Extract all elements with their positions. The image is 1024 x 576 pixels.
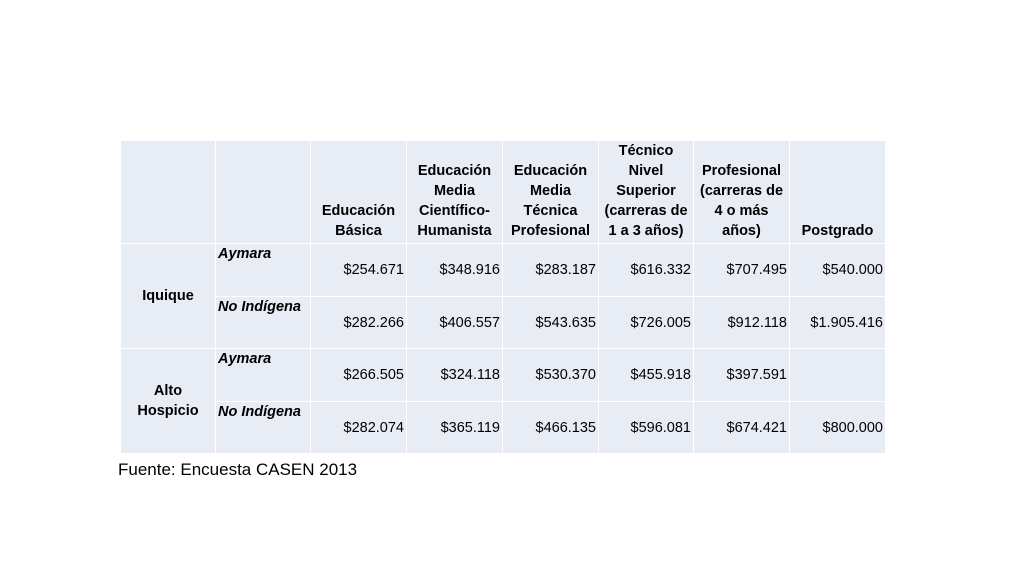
source-caption: Fuente: Encuesta CASEN 2013 xyxy=(118,460,358,479)
header-profesional: Profesional (carreras de 4 o más años) xyxy=(694,141,790,244)
header-empty-location xyxy=(121,141,216,244)
table-row xyxy=(121,349,886,402)
value-cell: $1.905.416 xyxy=(790,297,886,349)
header-educacion-media-tp: Educación Media Técnica Profesional xyxy=(503,141,599,244)
value-cell: $254.671 xyxy=(311,244,407,297)
value-cell: $707.495 xyxy=(694,244,790,297)
header-empty-group xyxy=(216,141,311,244)
table-row xyxy=(121,402,886,454)
value-cell: $324.118 xyxy=(407,349,503,402)
value-cell: $530.370 xyxy=(503,349,599,402)
location-cell: Alto Hospicio xyxy=(121,349,216,454)
value-cell: $596.081 xyxy=(599,402,694,454)
header-educacion-basica: Educación Básica xyxy=(311,141,407,244)
value-cell: $455.918 xyxy=(599,349,694,402)
value-cell xyxy=(790,349,886,402)
value-cell: $348.916 xyxy=(407,244,503,297)
value-cell: $282.266 xyxy=(311,297,407,349)
value-cell: $800.000 xyxy=(790,402,886,454)
value-cell: $282.074 xyxy=(311,402,407,454)
table-row xyxy=(121,297,886,349)
value-cell: $674.421 xyxy=(694,402,790,454)
value-cell: $540.000 xyxy=(790,244,886,297)
location-cell: Iquique xyxy=(121,244,216,349)
value-cell: $283.187 xyxy=(503,244,599,297)
value-cell: $912.118 xyxy=(694,297,790,349)
header-row xyxy=(121,141,886,244)
value-cell: $466.135 xyxy=(503,402,599,454)
group-cell: No Indígena xyxy=(216,402,311,454)
income-table-container xyxy=(120,140,885,446)
income-table xyxy=(120,140,886,454)
table-row xyxy=(121,244,886,297)
group-cell: No Indígena xyxy=(216,297,311,349)
value-cell: $406.557 xyxy=(407,297,503,349)
group-cell: Aymara xyxy=(216,244,311,297)
value-cell: $726.005 xyxy=(599,297,694,349)
value-cell: $397.591 xyxy=(694,349,790,402)
header-postgrado: Postgrado xyxy=(790,141,886,244)
value-cell: $616.332 xyxy=(599,244,694,297)
group-cell: Aymara xyxy=(216,349,311,402)
header-educacion-media-ch: Educación Media Científico-Humanista xyxy=(407,141,503,244)
value-cell: $365.119 xyxy=(407,402,503,454)
value-cell: $266.505 xyxy=(311,349,407,402)
value-cell: $543.635 xyxy=(503,297,599,349)
header-tecnico-nivel-superior: Técnico Nivel Superior (carreras de 1 a 3 años) xyxy=(599,141,694,244)
